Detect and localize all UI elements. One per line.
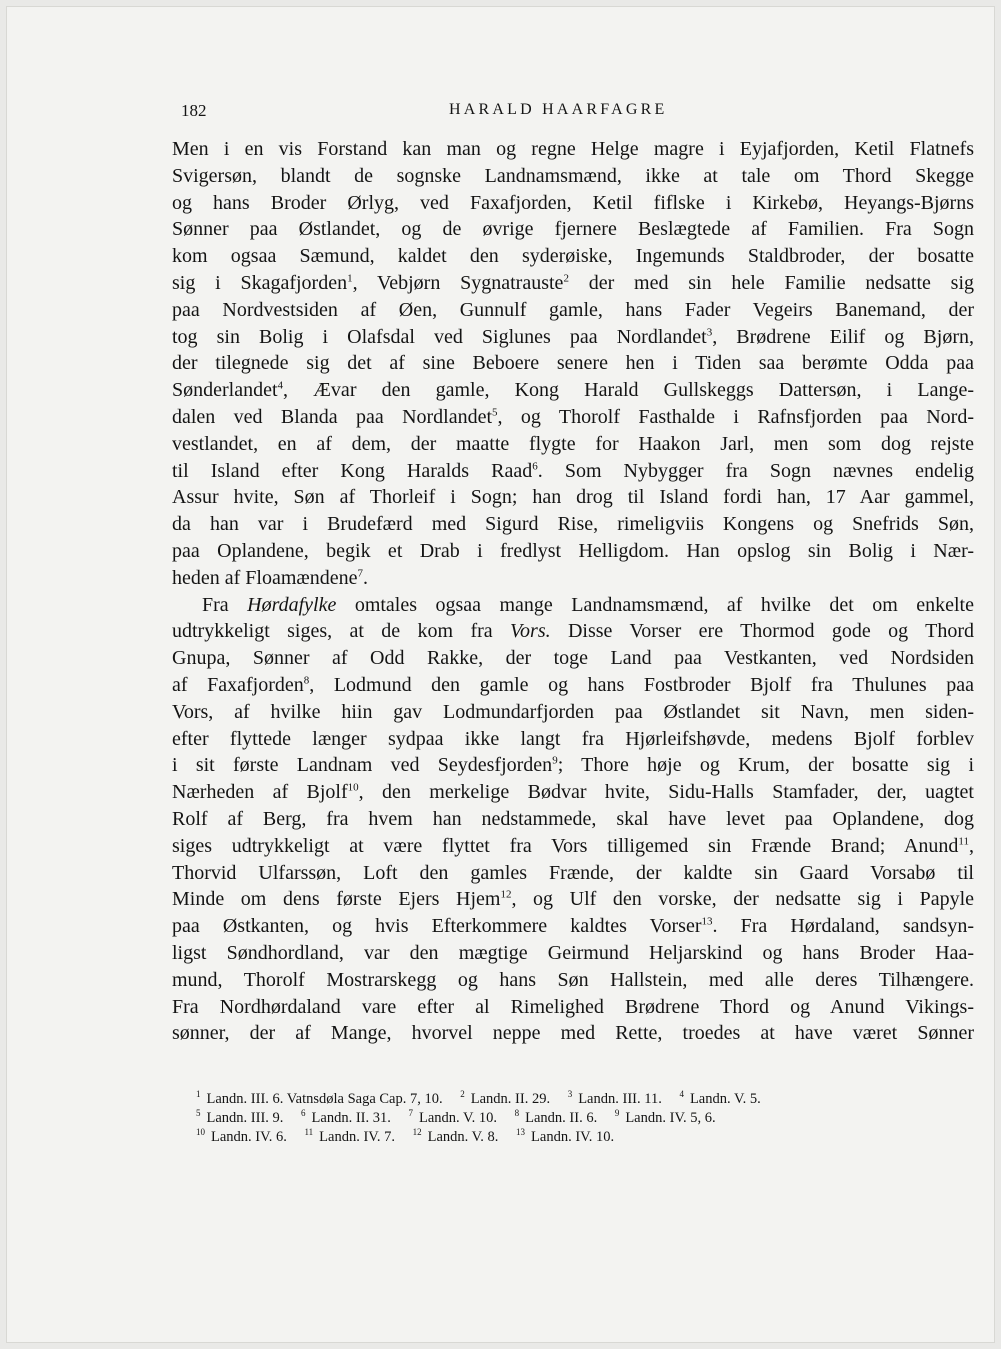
footnote-marker: 6 [532, 459, 538, 472]
footnote: $^2$ Landn. II. 29. [460, 1089, 551, 1107]
text-line: Assur hvite, Søn af Thorleif i Sogn; han drog til Island fordi han, 17 Aar gammel, [172, 486, 974, 509]
text-line: Thorvid Ulfarssøn, Loft den gamles Frænde, der kaldte sin Gaard Vorsabø til [172, 861, 974, 884]
text-line: Vors, af hvilke hiin gav Lodmundarfjorden paa Østlandet sit Navn, men siden- [172, 700, 974, 723]
text-line: sig i Skagafjorden$^1$, Vebjørn Sygnatrauste$^2$ der med sin hele Familie nedsatte sig [172, 271, 974, 294]
footnotes [196, 1090, 976, 1147]
text-line: tog sin Bolig i Olafsdal ved Siglunes paa Nordlandet$^3$, Brødrene Eilif og Bjørn, [172, 325, 974, 348]
text-line: af Faxafjorden$^8$, Lodmund den gamle og hans Fostbroder Bjolf fra Thulunes paa [172, 673, 974, 696]
text-line: Sønderlandet$^4$, Ævar den gamle, Kong Harald Gullskeggs Dattersøn, i Lange- [172, 379, 974, 402]
text-line: til Island efter Kong Haralds Raad$^6$. Som Nybygger fra Sogn nævnes endelig [172, 459, 974, 482]
emphasis: Hørdafylke [247, 593, 337, 616]
text-line: og hans Broder Ørlyg, ved Faxafjorden, Ketil fiflske i Kirkebø, Heyangs-Bjørns [172, 191, 974, 214]
paragraph [172, 592, 974, 1048]
text-line: Minde om dens første Ejers Hjem$^{12}$, og Ulf den vorske, der nedsatte sig i Papyle [172, 888, 974, 911]
footnote: $^1$ Landn. III. 6. Vatnsdøla Saga Cap. 7, 10. [196, 1089, 443, 1107]
footnote: $^{12}$ Landn. V. 8. [412, 1127, 499, 1145]
footnote: $^{11}$ Landn. IV. 7. [304, 1127, 396, 1145]
text-line: mund, Thorolf Mostrarskegg og hans Søn Hallstein, med alle deres Tilhængere. [172, 968, 974, 991]
text-line: da han var i Brudefærd med Sigurd Rise, rimeligviis Kongens og Snefrids Søn, [172, 513, 974, 536]
text-line: siges udtrykkeligt at være flyttet fra Vors tilligemed sin Frænde Brand; Anund$^{11}$, [172, 834, 974, 857]
footnote-marker: 10 [347, 781, 359, 794]
footnote: $^6$ Landn. II. 31. [301, 1108, 391, 1126]
paragraph [172, 136, 974, 592]
text-line: Nærheden af Bjolf$^{10}$, den merkelige Bødvar hvite, Sidu-Halls Stamfader, der, uagtet [172, 781, 974, 804]
footnote-marker: 3 [706, 325, 713, 338]
text-line: paa Nordvestsiden af Øen, Gunnulf gamle, hans Fader Vegeirs Banemand, der [172, 298, 974, 321]
footnote: $^4$ Landn. V. 5. [679, 1089, 761, 1107]
text-line: sønner, der af Mange, hvorvel neppe med Rette, troedes at have været Sønner [172, 1022, 974, 1045]
footnote-marker: 8 [303, 674, 310, 687]
text-line: Fra Nordhørdaland vare efter al Rimelighed Brødrene Thord og Anund Vikings- [172, 995, 974, 1018]
text-line: udtrykkeligt siges, at de kom fra Vors. Disse Vorser ere Thormod gode og Thord [172, 620, 975, 643]
running-title: HARALD HAARFAGRE [449, 101, 668, 118]
text-line: ligst Søndhordland, var den mægtige Geirmund Heljarskind og hans Broder Haa- [172, 941, 974, 964]
footnote: $^3$ Landn. III. 11. [567, 1089, 662, 1107]
footnote: $^9$ Landn. IV. 5, 6. [614, 1108, 716, 1126]
text-line: der tilegnede sig det af sine Beboere senere hen i Tiden saa berømte Odda paa [172, 352, 974, 375]
text-line: dalen ved Blanda paa Nordlandet$^5$, og Thorolf Fasthalde i Rafnsfjorden paa Nord- [172, 405, 975, 428]
footnote-marker: 2 [563, 272, 569, 285]
footnote-marker: 9 [552, 754, 558, 767]
footnote-marker: 11 [958, 835, 969, 848]
text-line: paa Østkanten, og hvis Efterkommere kaldtes Vorser$^{13}$. Fra Hørdaland, sandsyn- [172, 915, 974, 938]
footnote-marker: 1 [347, 272, 353, 285]
footnote-line [196, 1090, 976, 1109]
page-header [181, 101, 981, 125]
footnote-line [196, 1109, 976, 1128]
text-line: Fra Hørdafylke omtales ogsaa mange Landnamsmænd, af hvilke det om enkelte [202, 593, 974, 616]
text-line: efter flyttede længer sydpaa ikke langt fra Hjørleifshøvde, medens Bjolf forblev [172, 727, 974, 750]
text-line: Svigersøn, blandt de sognske Landnamsmænd, ikke at tale om Thord Skegge [172, 164, 974, 187]
body-text [172, 136, 974, 1047]
text-line: Men i en vis Forstand kan man og regne Helge magre i Eyjafjorden, Ketil Flatnefs [172, 138, 974, 160]
footnote: $^{10}$ Landn. IV. 6. [196, 1127, 287, 1145]
text-line: i sit første Landnam ved Seydesfjorden$^9$; Thore høje og Krum, der bosatte sig i [172, 754, 974, 777]
footnote-marker: 7 [357, 567, 363, 580]
footnote: $^7$ Landn. V. 10. [408, 1108, 497, 1126]
footnote: $^5$ Landn. III. 9. [196, 1108, 284, 1126]
page-number: 182 [181, 101, 207, 120]
footnote-marker: 13 [701, 915, 713, 928]
text-line: paa Oplandene, begik et Drab i fredlyst Helligdom. Han opslog sin Bolig i Nær- [172, 539, 974, 562]
text-line: Sønner paa Østlandet, og de øvrige fjernere Beslægtede af Familien. Fra Sogn [172, 218, 974, 241]
text-line: heden af Floamændene$^7$. [172, 566, 368, 589]
footnote-line [196, 1128, 976, 1147]
footnote: $^8$ Landn. II. 6. [514, 1108, 598, 1126]
emphasis: Vors. [510, 620, 551, 643]
footnote-marker: 4 [277, 379, 284, 392]
footnote: $^{13}$ Landn. IV. 10. [516, 1127, 615, 1145]
text-line: vestlandet, en af dem, der maatte flygte for Haakon Jarl, men som dog rejste [172, 432, 974, 455]
text-line: Gnupa, Sønner af Odd Rakke, der toge Land paa Vestkanten, ved Nordsiden [172, 647, 974, 670]
footnote-marker: 12 [500, 888, 512, 901]
text-line: Rolf af Berg, fra hvem han nedstammede, skal have levet paa Oplandene, dog [172, 807, 974, 830]
text-line: kom ogsaa Sæmund, kaldet den syderøiske, Ingemunds Staldbroder, der bosatte [172, 245, 974, 268]
footnote-marker: 5 [492, 406, 498, 419]
